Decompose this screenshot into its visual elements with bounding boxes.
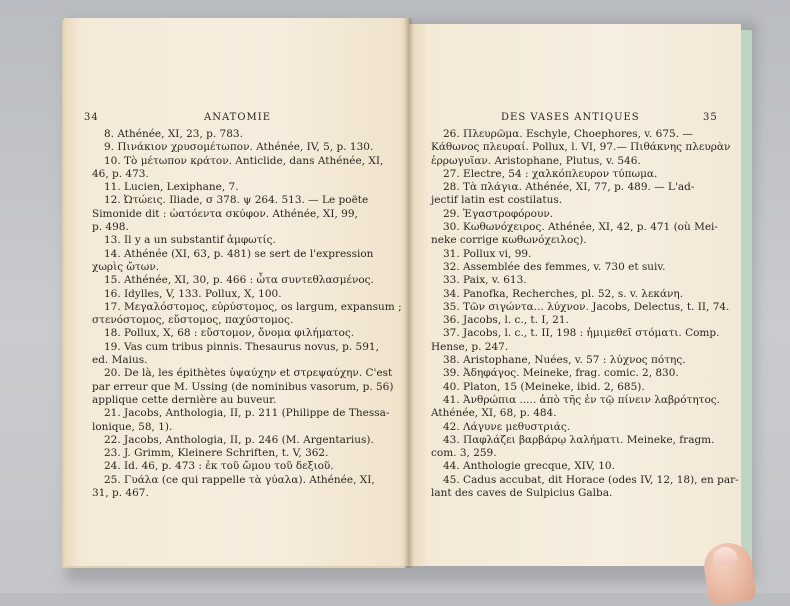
footnote-line: 19. Vas cum tribus pinnis. Thesaurus novus, p. 591, [104,340,379,353]
left-running-head-title: ANATOMIE [204,112,272,123]
right-page-number: 35 [703,112,718,123]
footnote-line: 42. Λάγυνε μεθυστριάς. [443,420,571,433]
footnote-line: χωρὶς ὤτων. [92,260,160,273]
right-footnotes [431,128,739,500]
footnote-line: 36. Jacobs, l. c., t. I, 21. [443,314,569,327]
footnote-line: 40. Platon, 15 (Meineke, ibid. 2, 685). [443,380,645,393]
footnote-line: applique cette dernière au buveur. [92,393,277,406]
right-page [409,24,741,566]
footnote-line: 25. Γυάλα (ce qui rappelle τὰ γύαλα). Athénée, XI, [104,473,375,486]
footnote-line: 29. Ἐγαστροφόρουν. [443,207,554,220]
footnote-line: 15. Athénée, XI, 30, p. 466 : ὦτα συντεθλασμένος. [104,274,374,287]
footnote-line: 41. Ἀνθρώπια ..... ἀπὸ τῆς ἐν τῷ πίνειν λαβρότητος. [443,393,720,406]
footnote-line: 28. Τὰ πλάγια. Athénée, XI, 77, p. 489. — L'ad- [443,181,695,194]
footnote-line: 12. Ὠτώεις. Iliade, σ 378. ψ 264. 513. — Le poëte [104,194,369,207]
footnote-line: 39. Ἀδηφάγος. Meineke, frag. comic. 2, 830. [443,367,679,380]
footnote-line: neke corrige κωθωνόχειλος). [431,234,587,247]
footnote-line: 9. Πινάκιον χρυσομέτωπον. Athénée, IV, 5, p. 130. [104,141,374,154]
footnote-line: στενόστομος, εὔστομος, παχύστομος. [92,314,294,327]
footnote-line: Hense, p. 247. [431,340,509,353]
footnote-line: 14. Athénée (XI, 63, p. 481) se sert de l'expression [104,247,374,260]
footnote-line: 22. Jacobs, Anthologia, II, p. 246 (M. Argentarius). [104,433,374,446]
footnote-line: 10. Τὸ μέτωπον κράτον. Anticlide, dans Athénée, XI, [104,154,384,167]
footnote-line: 24. Id. 46, p. 473 : ἐκ τοῦ ὤμου τοῦ δεξιοῦ. [104,460,334,473]
footnote-line: 43. Παφλάζει βαρβάρῳ λαλήματι. Meineke, fragm. [443,433,715,446]
footnote-line: 20. De là, les épithètes ὑψαύχην et στρεψαύχην. C'est [104,367,393,380]
footnote-line: 16. Idylles, V, 133. Pollux, X, 100. [104,287,282,300]
footnote-line: 21. Jacobs, Anthologia, II, p. 211 (Philippe de Thessa- [104,407,390,420]
footnote-line: jectif latin est costilatus. [431,194,563,207]
footnote-line: 33. Paix, v. 613. [443,274,527,287]
footnote-line: 34. Panofka, Recherches, pl. 52, s. v. λεκάνη. [443,287,684,300]
footnote-line: 18. Pollux, X, 68 : εὔστομον, ὄνομα φιλήματος. [104,327,355,340]
footnote-line: lant des caves de Sulpicius Galba. [431,487,613,500]
footnote-line: Simonide dit : ὠατόεντα σκύφον. Athénée, XI, 99, [92,207,358,220]
footnote-line: Κάθωνος πλευραί. Pollux, l. VI, 97.— Πιθάκνης πλευρὰν [431,141,731,154]
left-page [66,18,409,566]
footnote-line: 46, p. 473. [92,167,149,180]
footnote-line: 31. Pollux vi, 99. [443,247,532,260]
footnote-line: 17. Μεγαλόστομος, εὐρύστομος, os largum, expansum ; [104,300,402,313]
footnote-line: 32. Assemblée des femmes, v. 730 et suiv. [443,260,666,273]
footnote-line: par erreur que M. Ussing (de nominibus vasorum, p. 56) [92,380,394,393]
footnote-line: com. 3, 259. [431,447,497,460]
footnote-line: p. 498. [92,221,129,234]
footnote-line: 11. Lucien, Lexiphane, 7. [104,181,239,194]
footnote-line: 8. Athénée, XI, 23, p. 783. [104,128,243,140]
left-footnotes [92,128,402,500]
footnote-line: 38. Aristophane, Nuées, v. 57 : λύχνος πότης. [443,354,686,367]
footnote-line: 45. Cadus accubat, dit Horace (odes IV, 12, 18), en par- [443,473,739,486]
footnote-line: 13. Il y a un substantif ἀμφωτίς. [104,234,276,247]
footnote-line: 27. Electre, 54 : χαλκόπλευρον τύπωμα. [443,167,658,180]
footnote-line: 31, p. 467. [92,487,149,500]
footnote-line: 35. Τῶν σιγώντα... λύχνον. Jacobs, Delectus, t. II, 74. [443,300,730,313]
footnote-line: 26. Πλευρῶμα. Eschyle, Choephores, v. 675. — [443,128,693,140]
footnote-line: Athénée, XI, 68, p. 484. [431,407,557,420]
footnote-line: 44. Anthologie grecque, XIV, 10. [443,460,615,473]
footnote-line: ἐρρωγυῖαν. Aristophane, Plutus, v. 546. [431,154,641,167]
footnote-line: lonique, 58, 1). [92,420,173,433]
left-page-number: 34 [84,112,99,123]
book-gutter [404,18,414,568]
book-cover-edge [740,30,752,570]
right-running-head-title: DES VASES ANTIQUES [501,112,640,123]
footnote-line: ed. Maius. [92,354,148,367]
footnote-line: 30. Κωθωνόχειρος. Athénée, XI, 42, p. 471 (où Mei- [443,221,718,234]
footnote-line: 23. J. Grimm, Kleinere Schriften, t. V, 362. [104,447,329,460]
footnote-line: 37. Jacobs, l. c., t. II, 198 : ἡμιμεθεῖ στόματι. Comp. [443,327,720,340]
